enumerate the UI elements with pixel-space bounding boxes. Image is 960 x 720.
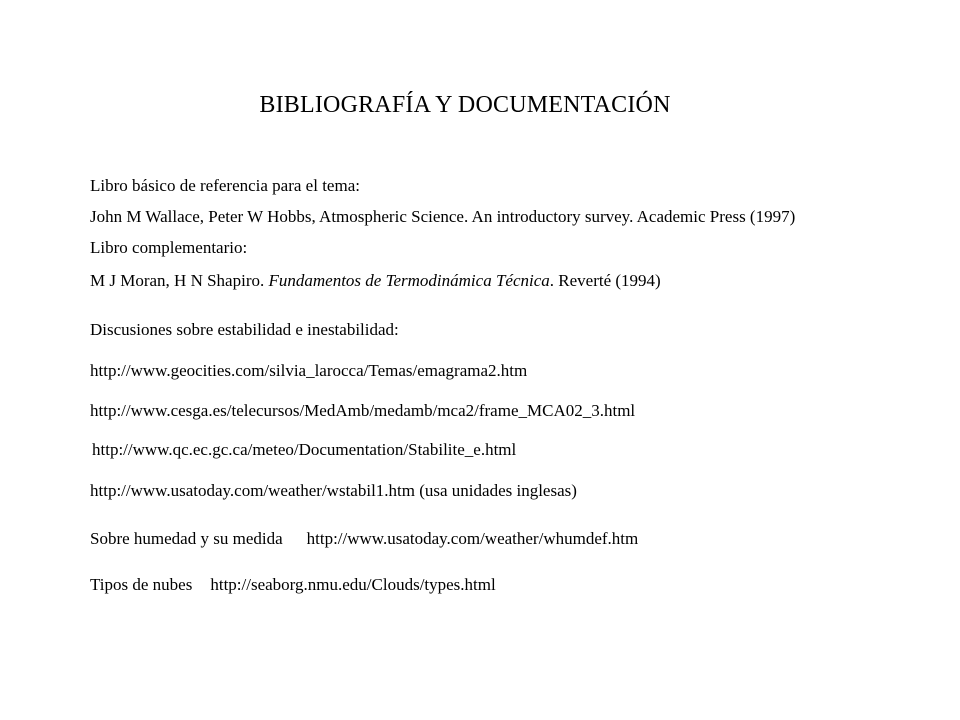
basic-book-citation: John M Wallace, Peter W Hobbs, Atmospheric Science. An introductory survey. Academic Press (1997) bbox=[90, 207, 796, 226]
complementary-book-label: Libro complementario: bbox=[90, 238, 248, 257]
complementary-book-title: Fundamentos de Termodinámica Técnica bbox=[268, 271, 550, 290]
complementary-book-citation bbox=[90, 271, 661, 291]
stability-link-usatoday[interactable]: http://www.usatoday.com/weather/wstabil1.htm bbox=[90, 481, 415, 500]
humidity-label: Sobre humedad y su medida bbox=[90, 529, 283, 548]
complementary-book-publisher: . Reverté (1994) bbox=[549, 271, 661, 290]
stability-link-geocities[interactable]: http://www.geocities.com/silvia_larocca/Temas/emagrama2.htm bbox=[90, 361, 528, 380]
humidity-link[interactable]: http://www.usatoday.com/weather/whumdef.htm bbox=[306, 529, 639, 548]
stability-link-qc[interactable]: http://www.qc.ec.gc.ca/meteo/Documentation/Stabilite_e.html bbox=[92, 440, 517, 459]
stability-link-cesga[interactable]: http://www.cesga.es/telecursos/MedAmb/medamb/mca2/frame_MCA02_3.html bbox=[90, 401, 636, 420]
stability-link-row bbox=[90, 361, 527, 381]
stability-link-row bbox=[90, 481, 577, 501]
basic-book-label: Libro básico de referencia para el tema: bbox=[90, 176, 360, 195]
complementary-book-authors: M J Moran, H N Shapiro. bbox=[90, 271, 269, 290]
page-title: BIBLIOGRAFÍA Y DOCUMENTACIÓN bbox=[259, 92, 671, 118]
stability-link-note: (usa unidades inglesas) bbox=[419, 481, 577, 500]
humidity-row bbox=[90, 529, 638, 549]
clouds-row bbox=[90, 575, 496, 595]
stability-label: Discusiones sobre estabilidad e inestabilidad: bbox=[90, 320, 399, 339]
stability-link-row bbox=[90, 401, 635, 421]
stability-link-row bbox=[92, 440, 516, 460]
clouds-label: Tipos de nubes bbox=[90, 575, 193, 594]
clouds-link[interactable]: http://seaborg.nmu.edu/Clouds/types.html bbox=[210, 575, 496, 594]
